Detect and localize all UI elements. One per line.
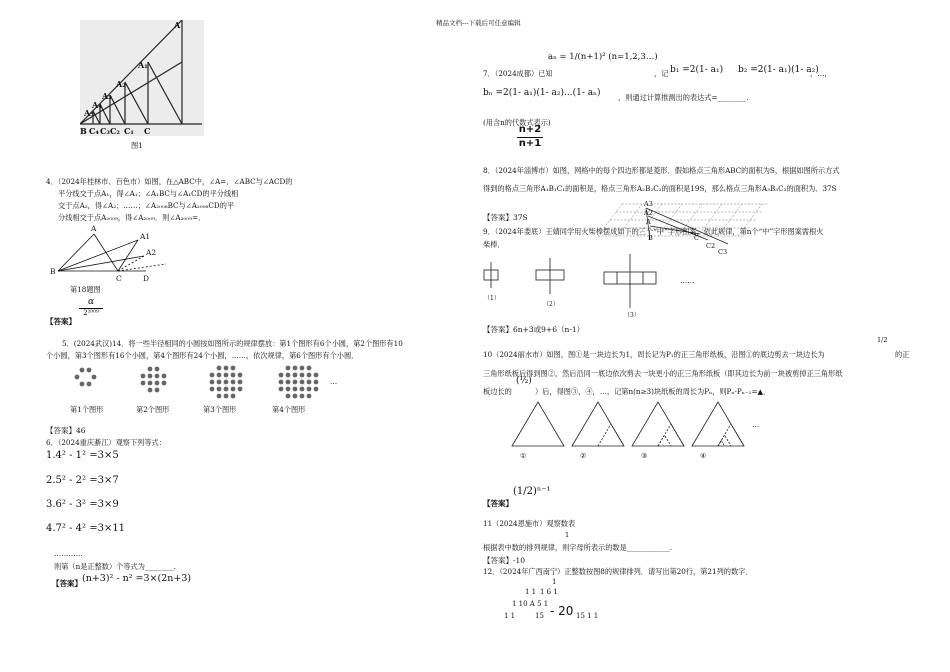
triangle-row-6b: 15	[535, 612, 544, 620]
answer-10-expression: (1/2)ⁿ⁻¹	[513, 486, 551, 497]
zhong-figures	[478, 254, 678, 324]
p7-etc: ，…，	[810, 69, 832, 78]
figure-1	[80, 20, 204, 136]
answer-4-label: 【答案】	[46, 317, 76, 326]
triangle-row-2: 1	[552, 578, 557, 586]
answer-4-numerator: α	[87, 297, 95, 307]
p10-line2: 三角形纸板后得到图②，然后沿同一底边依次剪去一块更小的正三角形纸板（即其边长为前一块被剪掉正三角形纸	[483, 369, 843, 378]
p9-line1: 9．（2024年娄底）王婧同学用火柴棒摆成如下的三个“中”字形图案，依此规律，第n个“中”字形图案需根火	[483, 227, 824, 236]
triangle-sequence	[506, 400, 766, 452]
p4-line4: 分线相交于点A₂₀₀₉，得∠A₂₀₀₉．则∠A₂₀₀₉=．	[58, 213, 206, 222]
svg-text:A2: A2	[146, 248, 157, 257]
p12-line: 12．（2024年广西南宁）正整数按图8的规律排列．请写出第20行，第21列的数字．	[483, 567, 753, 576]
p8-line1: 8．（2024年淄博市）如图，网格中的每个四边形都是菱形．假如格点三角形ABC的面积为S，根据如图所示方式	[483, 166, 840, 175]
svg-text:A₄: A₄	[92, 100, 102, 110]
svg-text:C: C	[694, 234, 699, 242]
p10-line3b: ）后，得图③，④，…，记第n(n≥3)块纸板的周长为Pₙ，则Pₙ-Pₙ₋₁=▲．	[535, 387, 771, 396]
svg-text:C3: C3	[718, 248, 728, 256]
answer-7-denominator: n+1	[518, 138, 542, 149]
dot-caption-1: 第1个图形	[70, 405, 104, 414]
equation-4: 4.7² - 4² =3×11	[46, 523, 126, 534]
p7-remember: ，记	[654, 69, 669, 78]
svg-text:C₂: C₂	[110, 126, 120, 136]
figure-18-caption: 第18题图	[70, 285, 101, 294]
triangle-row-6c: - 20	[550, 604, 574, 618]
fig9-caption-2: （2）	[543, 301, 559, 308]
p10-line3: 板边长的	[483, 387, 512, 396]
equation-2: 2.5² - 2² =3×7	[46, 475, 119, 486]
p10-line1b: 的正	[895, 350, 910, 359]
svg-text:B: B	[50, 267, 56, 276]
triangle-row-4: 1 6 1	[540, 588, 558, 596]
p9-line2: 柴棒．	[483, 240, 505, 249]
equation-3: 3.6² - 3² =3×9	[46, 499, 119, 510]
triangle-caption-2: ②	[580, 451, 587, 460]
p4-line3: 交于点A₂，得∠A₂；……；∠A₂₀₀₈BC与∠A₂₀₀₈CD的平	[58, 201, 235, 210]
figure-1-drawing	[80, 20, 204, 136]
fig9-caption-1: （1）	[484, 295, 500, 302]
grid-label-a3: A3	[644, 200, 653, 208]
p7-bn: bₙ =2(1- a₁)(1- a₂)...(1- aₙ)	[483, 88, 601, 98]
answer-7-numerator: n+2	[518, 124, 542, 135]
svg-text:A₅: A₅	[84, 108, 94, 118]
p7-note: (用含n的代数式表示)	[483, 118, 551, 127]
answer-4-denominator: 2²⁰⁰⁹	[83, 309, 99, 317]
p8-line2: 得到的格点三角形A₁B₁C₁的面积是，格点三角形A₂B₂C₂的面积是19S，那么格点三角形A₃B₃C₃的面积为．37S	[483, 184, 837, 193]
p5-line1: 5．(2024武汉)14．将一些半径相同的小圆按如图所示的规律摆放：第1个图形有6个小圆，第2个图形有10	[62, 339, 403, 348]
figure-18	[48, 224, 168, 286]
p4-line1: 4．（2024年桂林市、百色市）如图，在△ABC中，∠A=．∠ABC与∠ACD的	[46, 177, 293, 186]
svg-text:A: A	[91, 224, 97, 233]
fig9-caption-3: （3）	[624, 312, 640, 319]
page-header: 精品文档---下载后可任意编辑	[436, 19, 521, 27]
svg-text:C₄: C₄	[89, 126, 99, 136]
svg-text:C2: C2	[706, 242, 716, 250]
svg-text:C: C	[116, 274, 122, 283]
answer-6-expression: (n+3)² - n² =3×(2n+3)	[82, 573, 192, 584]
svg-text:A1: A1	[140, 232, 151, 241]
svg-text:A₃: A₃	[102, 91, 112, 101]
svg-text:C₃: C₃	[100, 126, 110, 136]
svg-text:B: B	[648, 234, 653, 242]
answer-8: 【答案】37S	[483, 213, 528, 222]
p11-question: 根据表中数的排列规律，则字母所表示的数是____________.	[483, 543, 673, 552]
answer-11: 【答案】-10	[483, 556, 526, 565]
p5-line2: 个小圆，第3个图形有16个小圆，第4个图形有24个小圆，……，依次规律，第6个图形有个小圆．	[46, 351, 359, 360]
answer-9: 【答案】6n+3或9+6（n-1）	[483, 325, 585, 334]
dot-figures	[70, 364, 350, 400]
dots-ellipsis: …	[330, 377, 338, 386]
triangle-caption-4: ④	[700, 451, 707, 460]
figure-1-caption: 图1	[131, 141, 143, 150]
p11-one: 1	[565, 531, 570, 539]
p7-a-formula: aₙ = 1/(n+1)² (n=1,2,3…)	[548, 52, 658, 62]
answer-10-label: 【答案】	[483, 499, 513, 508]
p7-line1: 7．（2024成都）已知	[483, 69, 553, 78]
svg-text:D: D	[143, 274, 150, 283]
triangle-row-6a: 1 1	[504, 612, 516, 620]
svg-text:A₂: A₂	[116, 79, 126, 89]
p11-title: 11（2024恩施市）观察数表	[483, 519, 576, 528]
p6-line1: 6．（2024重庆綦江）观察下列等式：	[46, 438, 166, 447]
p7-tail: ，则通过计算推测出的表达式=________.	[618, 93, 749, 102]
triangles-ellipsis: …	[752, 420, 760, 429]
p7-b1: b₁ =2(1- a₁)	[670, 65, 724, 75]
svg-text:A₁: A₁	[138, 60, 148, 70]
dot-caption-2: 第2个图形	[136, 405, 170, 414]
triangle-row-3: 1 1	[525, 588, 537, 596]
svg-text:A: A	[174, 20, 181, 30]
svg-text:A2: A2	[644, 209, 653, 217]
answer-5: 【答案】46	[46, 426, 86, 435]
triangle-caption-3: ③	[641, 451, 648, 460]
triangle-row-6d: 15 1 1	[576, 612, 599, 620]
dot-caption-4: 第4个图形	[272, 405, 306, 414]
p10-line1: 10（2024丽水市）如图，图①是一块边长为1，周长记为P₁的正三角形纸板，沿图①的底边剪去一块边长为	[483, 350, 825, 359]
triangle-row-5: 1 10 A 5 1	[512, 600, 549, 608]
p6-question: 则第（n是正整数）个等式为________.	[54, 562, 176, 571]
p7-b2: b₂ =2(1- a₁)(1- a₂)	[738, 65, 819, 75]
p10-paren-half: (½)	[516, 376, 532, 386]
fig9-ellipsis: ……	[680, 276, 695, 285]
triangle-caption-1: ①	[520, 451, 527, 460]
p10-half: 1/2	[877, 336, 888, 344]
svg-text:A: A	[646, 218, 651, 226]
p4-line2: 平分线交于点A₁，得∠A₁；∠A₁BC与∠A₁CD的平分线相	[58, 189, 239, 198]
equation-1: 1.4² - 1² =3×5	[46, 450, 119, 461]
svg-text:C₁: C₁	[124, 126, 134, 136]
answer-6-label: 【答案】	[52, 579, 82, 588]
dot-caption-3: 第3个图形	[203, 405, 237, 414]
svg-text:C: C	[144, 126, 151, 136]
fig1-label-b: B	[80, 126, 87, 136]
dots-line: …………	[54, 549, 83, 558]
